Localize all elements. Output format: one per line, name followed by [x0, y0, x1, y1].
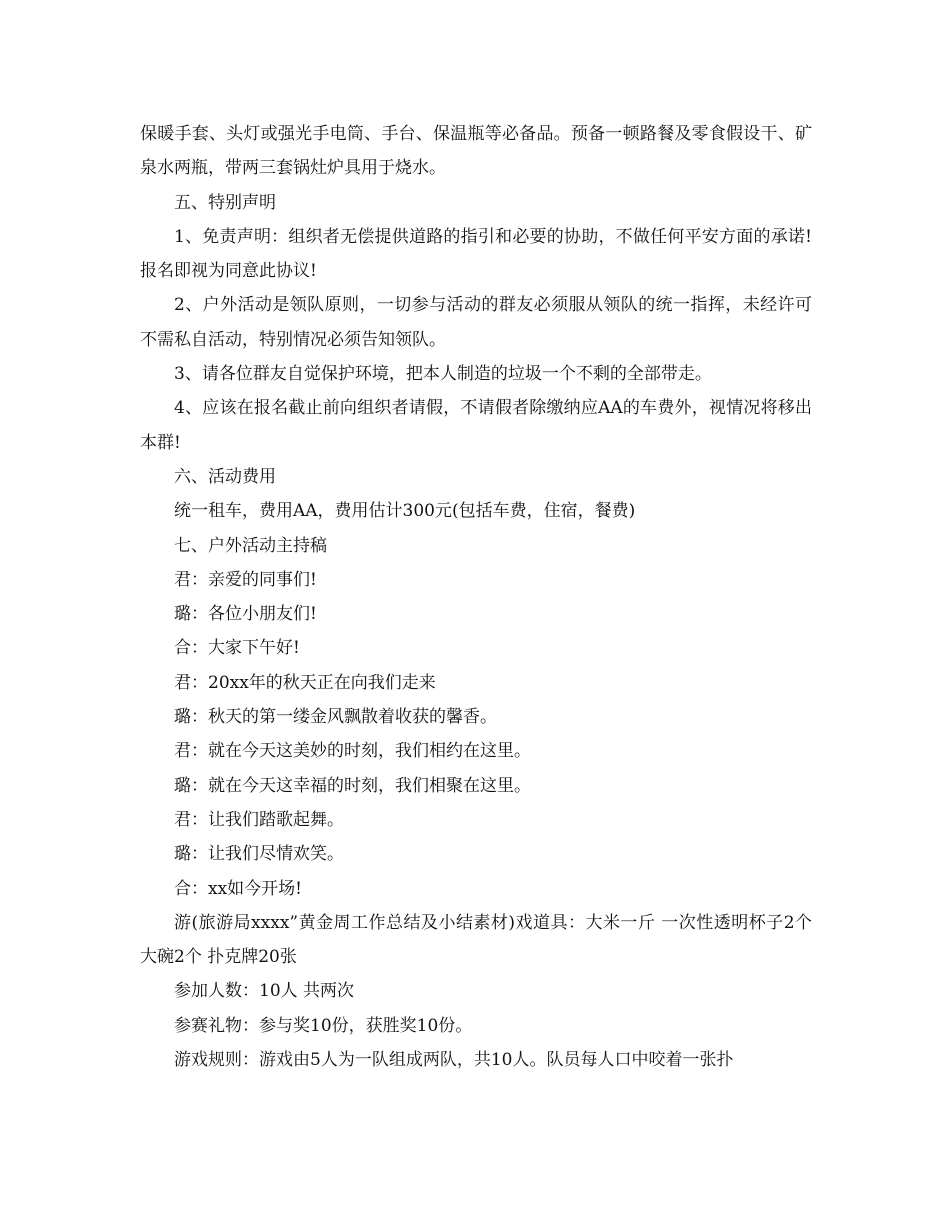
paragraph-game-props: 游(旅游局xxxx”黄金周工作总结及小结素材)戏道具：大米一斤 一次性透明杯子2个 大碗2个 扑克牌20张: [140, 912, 812, 968]
script-line: 合：xx如今开场!: [174, 878, 303, 899]
document-body: [140, 117, 812, 1077]
script-line: 君：20xx年的秋天正在向我们走来: [174, 672, 436, 693]
script-line: 璐：各位小朋友们!: [174, 604, 317, 625]
heading-host-script: 七、户外活动主持稿: [174, 535, 327, 556]
paragraph-fee-details: 统一租车，费用AA，费用估计300元(包括车费，住宿，餐费): [174, 501, 636, 522]
paragraph-leader-principle: 2、户外活动是领队原则，一切参与活动的群友必须服从领队的统一指挥，未经许可不需私自活动，特别情况必须告知领队。: [140, 295, 812, 350]
script-line: 君：就在今天这美妙的时刻，我们相约在这里。: [174, 741, 531, 762]
script-line: 合：大家下午好!: [174, 638, 300, 659]
script-line: 君：让我们踏歌起舞。: [174, 809, 344, 830]
heading-special-statement: 五、特别声明: [174, 192, 276, 213]
script-line: 璐：就在今天这幸福的时刻，我们相聚在这里。: [174, 775, 531, 796]
paragraph-leave-request: 4、应该在报名截止前向组织者请假，不请假者除缴纳应AA的车费外，视情况将移出本群!: [140, 398, 812, 453]
script-line: 璐：秋天的第一缕金风飘散着收获的馨香。: [174, 707, 497, 728]
script-line: 君：亲爱的同事们!: [174, 569, 317, 590]
paragraph-equipment-continued: 保暖手套、头灯或强光手电筒、手台、保温瓶等必备品。预备一顿路餐及零食假设干、矿泉水两瓶，带两三套锅灶炉具用于烧水。: [140, 124, 812, 179]
paragraph-environment: 3、请各位群友自觉保护环境，把本人制造的垃圾一个不剩的全部带走。: [174, 364, 712, 385]
paragraph-game-rules: 游戏规则：游戏由5人为一队组成两队，共10人。队员每人口中咬着一张扑: [174, 1050, 734, 1071]
paragraph-prizes: 参赛礼物：参与奖10份，获胜奖10份。: [174, 1015, 473, 1036]
heading-activity-fee: 六、活动费用: [174, 466, 276, 487]
paragraph-disclaimer: 1、免责声明：组织者无偿提供道路的指引和必要的协助，不做任何平安方面的承诺!报名即视为同意此协议!: [140, 226, 812, 282]
script-line: 璐：让我们尽情欢笑。: [174, 844, 344, 865]
paragraph-participants: 参加人数：10人 共两次: [174, 981, 355, 1002]
